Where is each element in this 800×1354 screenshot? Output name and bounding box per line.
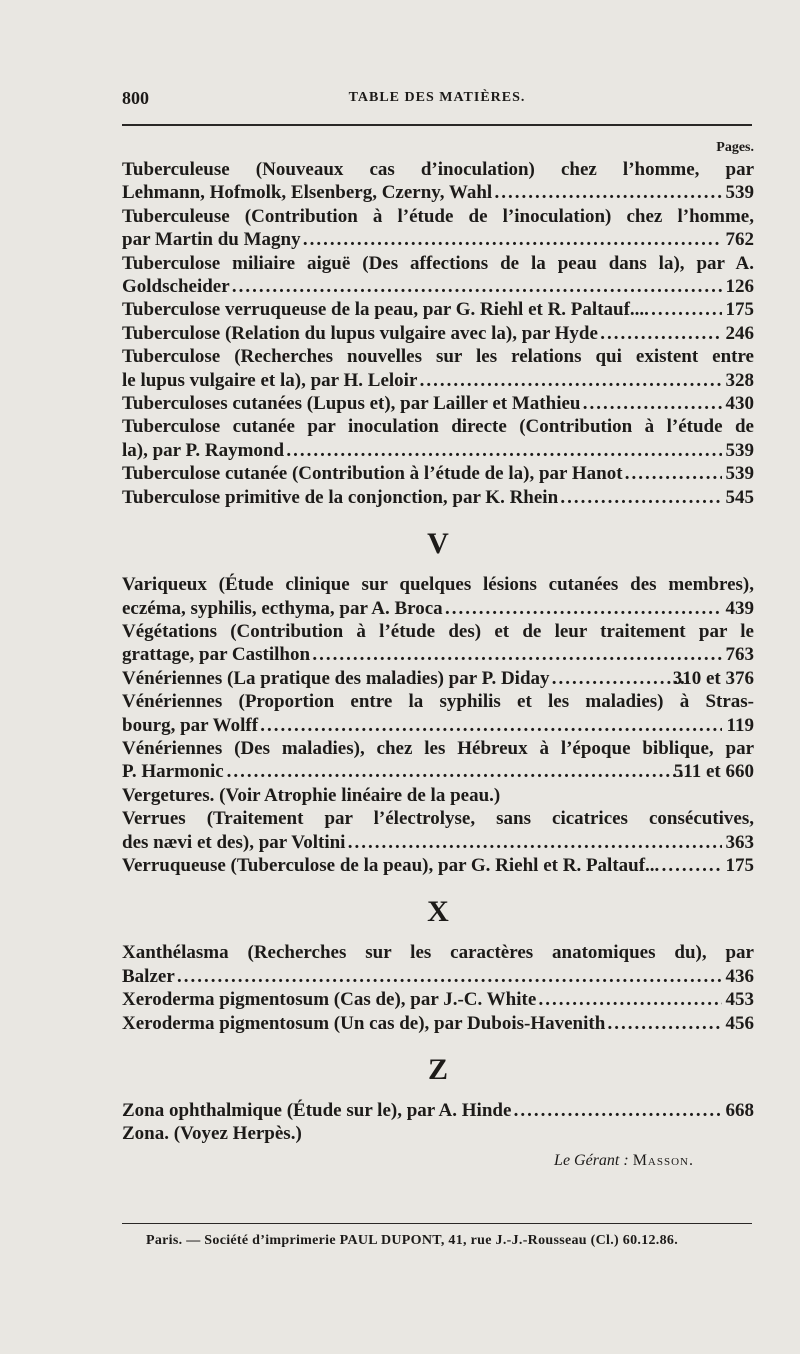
entry-page-number: 126 xyxy=(725,276,754,298)
index-entry xyxy=(122,392,754,415)
index-entry xyxy=(122,158,754,205)
entry-text: Tuberculose (Relation du lupus vulgaire avec la), par Hyde xyxy=(122,322,598,344)
entry-page-number: 363 xyxy=(725,831,754,853)
index-entry-line xyxy=(122,369,754,392)
index-entry-line xyxy=(122,714,754,737)
entry-text: Lehmann, Hofmolk, Elsenberg, Czerny, Wahl xyxy=(122,182,493,204)
signature xyxy=(122,1150,754,1172)
section-letter-z: Z xyxy=(427,1053,448,1086)
index-entry-line xyxy=(122,784,754,807)
entry-page-number: 763 xyxy=(725,644,754,666)
index-entry-line xyxy=(122,345,754,368)
dot-leader xyxy=(226,760,689,783)
index-entry xyxy=(122,690,754,737)
index-entry-line xyxy=(122,620,754,643)
page-number: 800 xyxy=(122,88,149,108)
section-letter-x: X xyxy=(427,895,449,929)
dot-leader xyxy=(419,369,722,392)
signature-label: Le Gérant : xyxy=(554,1151,629,1169)
dot-leader xyxy=(538,988,722,1011)
entry-page-number: 175 xyxy=(725,299,754,321)
entry-text: Tuberculeuse (Contribution à l’étude de l’inoculation) chez l’homme, xyxy=(122,205,754,227)
index-entry xyxy=(122,298,754,321)
index-entry-line xyxy=(122,205,754,228)
dot-leader xyxy=(312,643,722,666)
entry-text: Tuberculeuse (Nouveaux cas d’inoculation) chez l’homme, par xyxy=(122,159,754,180)
entry-text: Tuberculose (Recherches nouvelles sur les relations qui existent entre xyxy=(122,346,754,368)
entry-page-number: 668 xyxy=(725,1100,754,1121)
index-entry-line xyxy=(122,941,754,964)
index-entry-line xyxy=(122,486,754,509)
entry-text: eczéma, syphilis, ecthyma, par A. Broca xyxy=(122,597,443,619)
entry-page-number: 328 xyxy=(725,369,754,391)
entry-text: grattage, par Castilhon xyxy=(122,644,311,666)
index-entry-line xyxy=(122,462,754,485)
index-entry-line xyxy=(122,1122,754,1145)
index-entry-line xyxy=(122,275,754,298)
index-entry xyxy=(122,988,754,1011)
index-section-z xyxy=(122,1099,754,1146)
pages-column-label: Pages. xyxy=(716,140,754,155)
entry-page-number: 539 xyxy=(725,463,754,485)
index-entry xyxy=(122,1122,754,1145)
index-entry xyxy=(122,415,754,462)
printer-imprint: Paris. — Société d’imprimerie PAUL DUPONT, 41, rue J.-J.-Rousseau (Cl.) 60.12.86. xyxy=(146,1233,678,1248)
entry-text: Xeroderma pigmentosum (Un cas de), par Dubois-Havenith xyxy=(122,1012,606,1034)
index-entry xyxy=(122,1099,754,1122)
entry-page-number: 511 et 660 xyxy=(673,761,754,783)
entry-text: Tuberculoses cutanées (Lupus et), par Lailler et Mathieu xyxy=(122,393,581,415)
index-entry xyxy=(122,737,754,784)
index-entry-line xyxy=(122,965,754,988)
entry-text: Tuberculose primitive de la conjonction, par K. Rhein xyxy=(122,486,559,508)
index-entry-line xyxy=(122,737,754,760)
index-section-x xyxy=(122,941,754,1035)
index-entry xyxy=(122,854,754,877)
index-section-t xyxy=(122,158,754,509)
entry-page-number: 456 xyxy=(725,1012,754,1034)
index-entry-line xyxy=(122,1012,754,1035)
dot-leader xyxy=(600,322,722,345)
index-entry xyxy=(122,462,754,485)
entry-text: bourg, par Wolff xyxy=(122,714,259,736)
index-entry xyxy=(122,941,754,988)
entry-text: Vénériennes (La pratique des maladies) par P. Diday xyxy=(122,667,550,689)
entry-text: Xanthélasma (Recherches sur les caractères anatomiques du), par xyxy=(122,942,754,964)
index-entry-line xyxy=(122,854,754,877)
entry-page-number: 310 et 376 xyxy=(672,667,754,689)
entry-page-number: 175 xyxy=(725,854,754,876)
entry-text: Variqueux (Étude clinique sur quelques lésions cutanées des membres), xyxy=(122,574,754,596)
entry-text: Verrues (Traitement par l’électrolyse, sans cicatrices consécutives, xyxy=(122,808,754,830)
index-entry-line xyxy=(122,667,754,690)
dot-leader xyxy=(625,462,722,485)
dot-leader xyxy=(303,228,722,251)
index-entry-line xyxy=(122,392,754,415)
dot-leader xyxy=(651,298,722,321)
header-rule xyxy=(122,124,752,126)
index-entry xyxy=(122,252,754,299)
entry-text: Goldscheider xyxy=(122,276,230,298)
entry-page-number: 439 xyxy=(725,597,754,619)
entry-text: P. Harmonic xyxy=(122,761,224,783)
index-entry xyxy=(122,620,754,667)
index-entry xyxy=(122,205,754,252)
index-entry xyxy=(122,807,754,854)
entry-text: des nævi et des), par Voltini xyxy=(122,831,346,853)
entry-text: Tuberculose cutanée par inoculation directe (Contribution à l’étude de xyxy=(122,416,754,438)
index-entry xyxy=(122,486,754,509)
index-entry-line xyxy=(122,760,754,783)
entry-page-number: 119 xyxy=(726,714,754,736)
index-content xyxy=(122,138,754,1172)
index-entry-line xyxy=(122,439,754,462)
index-entry-line xyxy=(122,181,754,204)
entry-text: Verruqueuse (Tuberculose de la peau), par G. Riehl et R. Paltauf... xyxy=(122,854,660,876)
index-entry-line xyxy=(122,158,754,181)
entry-text: Zona ophthalmique (Étude sur le), par A. Hinde xyxy=(122,1100,512,1121)
index-entry xyxy=(122,573,754,620)
index-entry-line xyxy=(122,807,754,830)
entry-page-number: 436 xyxy=(725,965,754,987)
index-entry xyxy=(122,322,754,345)
index-entry-line xyxy=(122,415,754,438)
entry-page-number: 430 xyxy=(725,393,754,415)
index-entry xyxy=(122,1012,754,1035)
index-entry-line xyxy=(122,573,754,596)
index-entry-line xyxy=(122,597,754,620)
dot-leader xyxy=(494,181,722,204)
entry-page-number: 539 xyxy=(725,439,754,461)
entry-text: la), par P. Raymond xyxy=(122,439,285,461)
entry-text: Tuberculose cutanée (Contribution à l’étude de la), par Hanot xyxy=(122,463,623,485)
entry-text: le lupus vulgaire et la), par H. Leloir xyxy=(122,369,418,391)
signature-name: Masson. xyxy=(632,1151,694,1169)
dot-leader xyxy=(513,1099,722,1122)
running-head xyxy=(122,88,752,114)
index-entry-line xyxy=(122,690,754,713)
entry-page-number: 545 xyxy=(725,486,754,508)
index-entry xyxy=(122,784,754,807)
index-entry-line xyxy=(122,831,754,854)
running-title: TABLE DES MATIÈRES. xyxy=(348,90,526,105)
index-entry-line xyxy=(122,252,754,275)
index-entry-line xyxy=(122,322,754,345)
dot-leader xyxy=(177,965,722,988)
dot-leader xyxy=(260,714,722,737)
index-entry-line xyxy=(122,298,754,321)
index-entry-line xyxy=(122,988,754,1011)
entry-text: Vénériennes (Proportion entre la syphilis et les maladies) à Stras- xyxy=(122,691,754,713)
dot-leader xyxy=(445,597,722,620)
dot-leader xyxy=(560,486,722,509)
entry-text: par Martin du Magny xyxy=(122,229,301,251)
dot-leader xyxy=(232,275,722,298)
section-letter-v: V xyxy=(427,527,449,561)
entry-page-number: 246 xyxy=(725,322,754,344)
entry-page-number: 453 xyxy=(725,989,754,1011)
entry-text: Tuberculose verruqueuse de la peau, par G. Riehl et R. Paltauf.... xyxy=(122,299,649,321)
dot-leader xyxy=(347,831,722,854)
index-entry-line xyxy=(122,643,754,666)
entry-page-number: 539 xyxy=(725,182,754,204)
entry-text: Xeroderma pigmentosum (Cas de), par J.-C. White xyxy=(122,989,537,1011)
dot-leader xyxy=(552,667,689,690)
entry-text: Balzer xyxy=(122,965,175,987)
index-entry xyxy=(122,667,754,690)
dot-leader xyxy=(286,439,722,462)
footer-rule xyxy=(122,1223,752,1224)
entry-text: Vergetures. (Voir Atrophie linéaire de la peau.) xyxy=(122,784,501,806)
dot-leader xyxy=(582,392,722,415)
entry-text: Zona. (Voyez Herpès.) xyxy=(122,1123,302,1145)
entry-page-number: 762 xyxy=(725,229,754,251)
entry-text: Vénériennes (Des maladies), chez les Hébreux à l’époque biblique, par xyxy=(122,737,754,759)
index-entry xyxy=(122,345,754,392)
index-section-v xyxy=(122,573,754,877)
entry-text: Tuberculose miliaire aiguë (Des affections de la peau dans la), par A. xyxy=(122,252,754,274)
index-entry-line xyxy=(122,228,754,251)
index-entry-line xyxy=(122,1099,754,1122)
dot-leader xyxy=(607,1012,722,1035)
dot-leader xyxy=(661,854,722,877)
entry-text: Végétations (Contribution à l’étude des) et de leur traitement par le xyxy=(122,620,754,642)
